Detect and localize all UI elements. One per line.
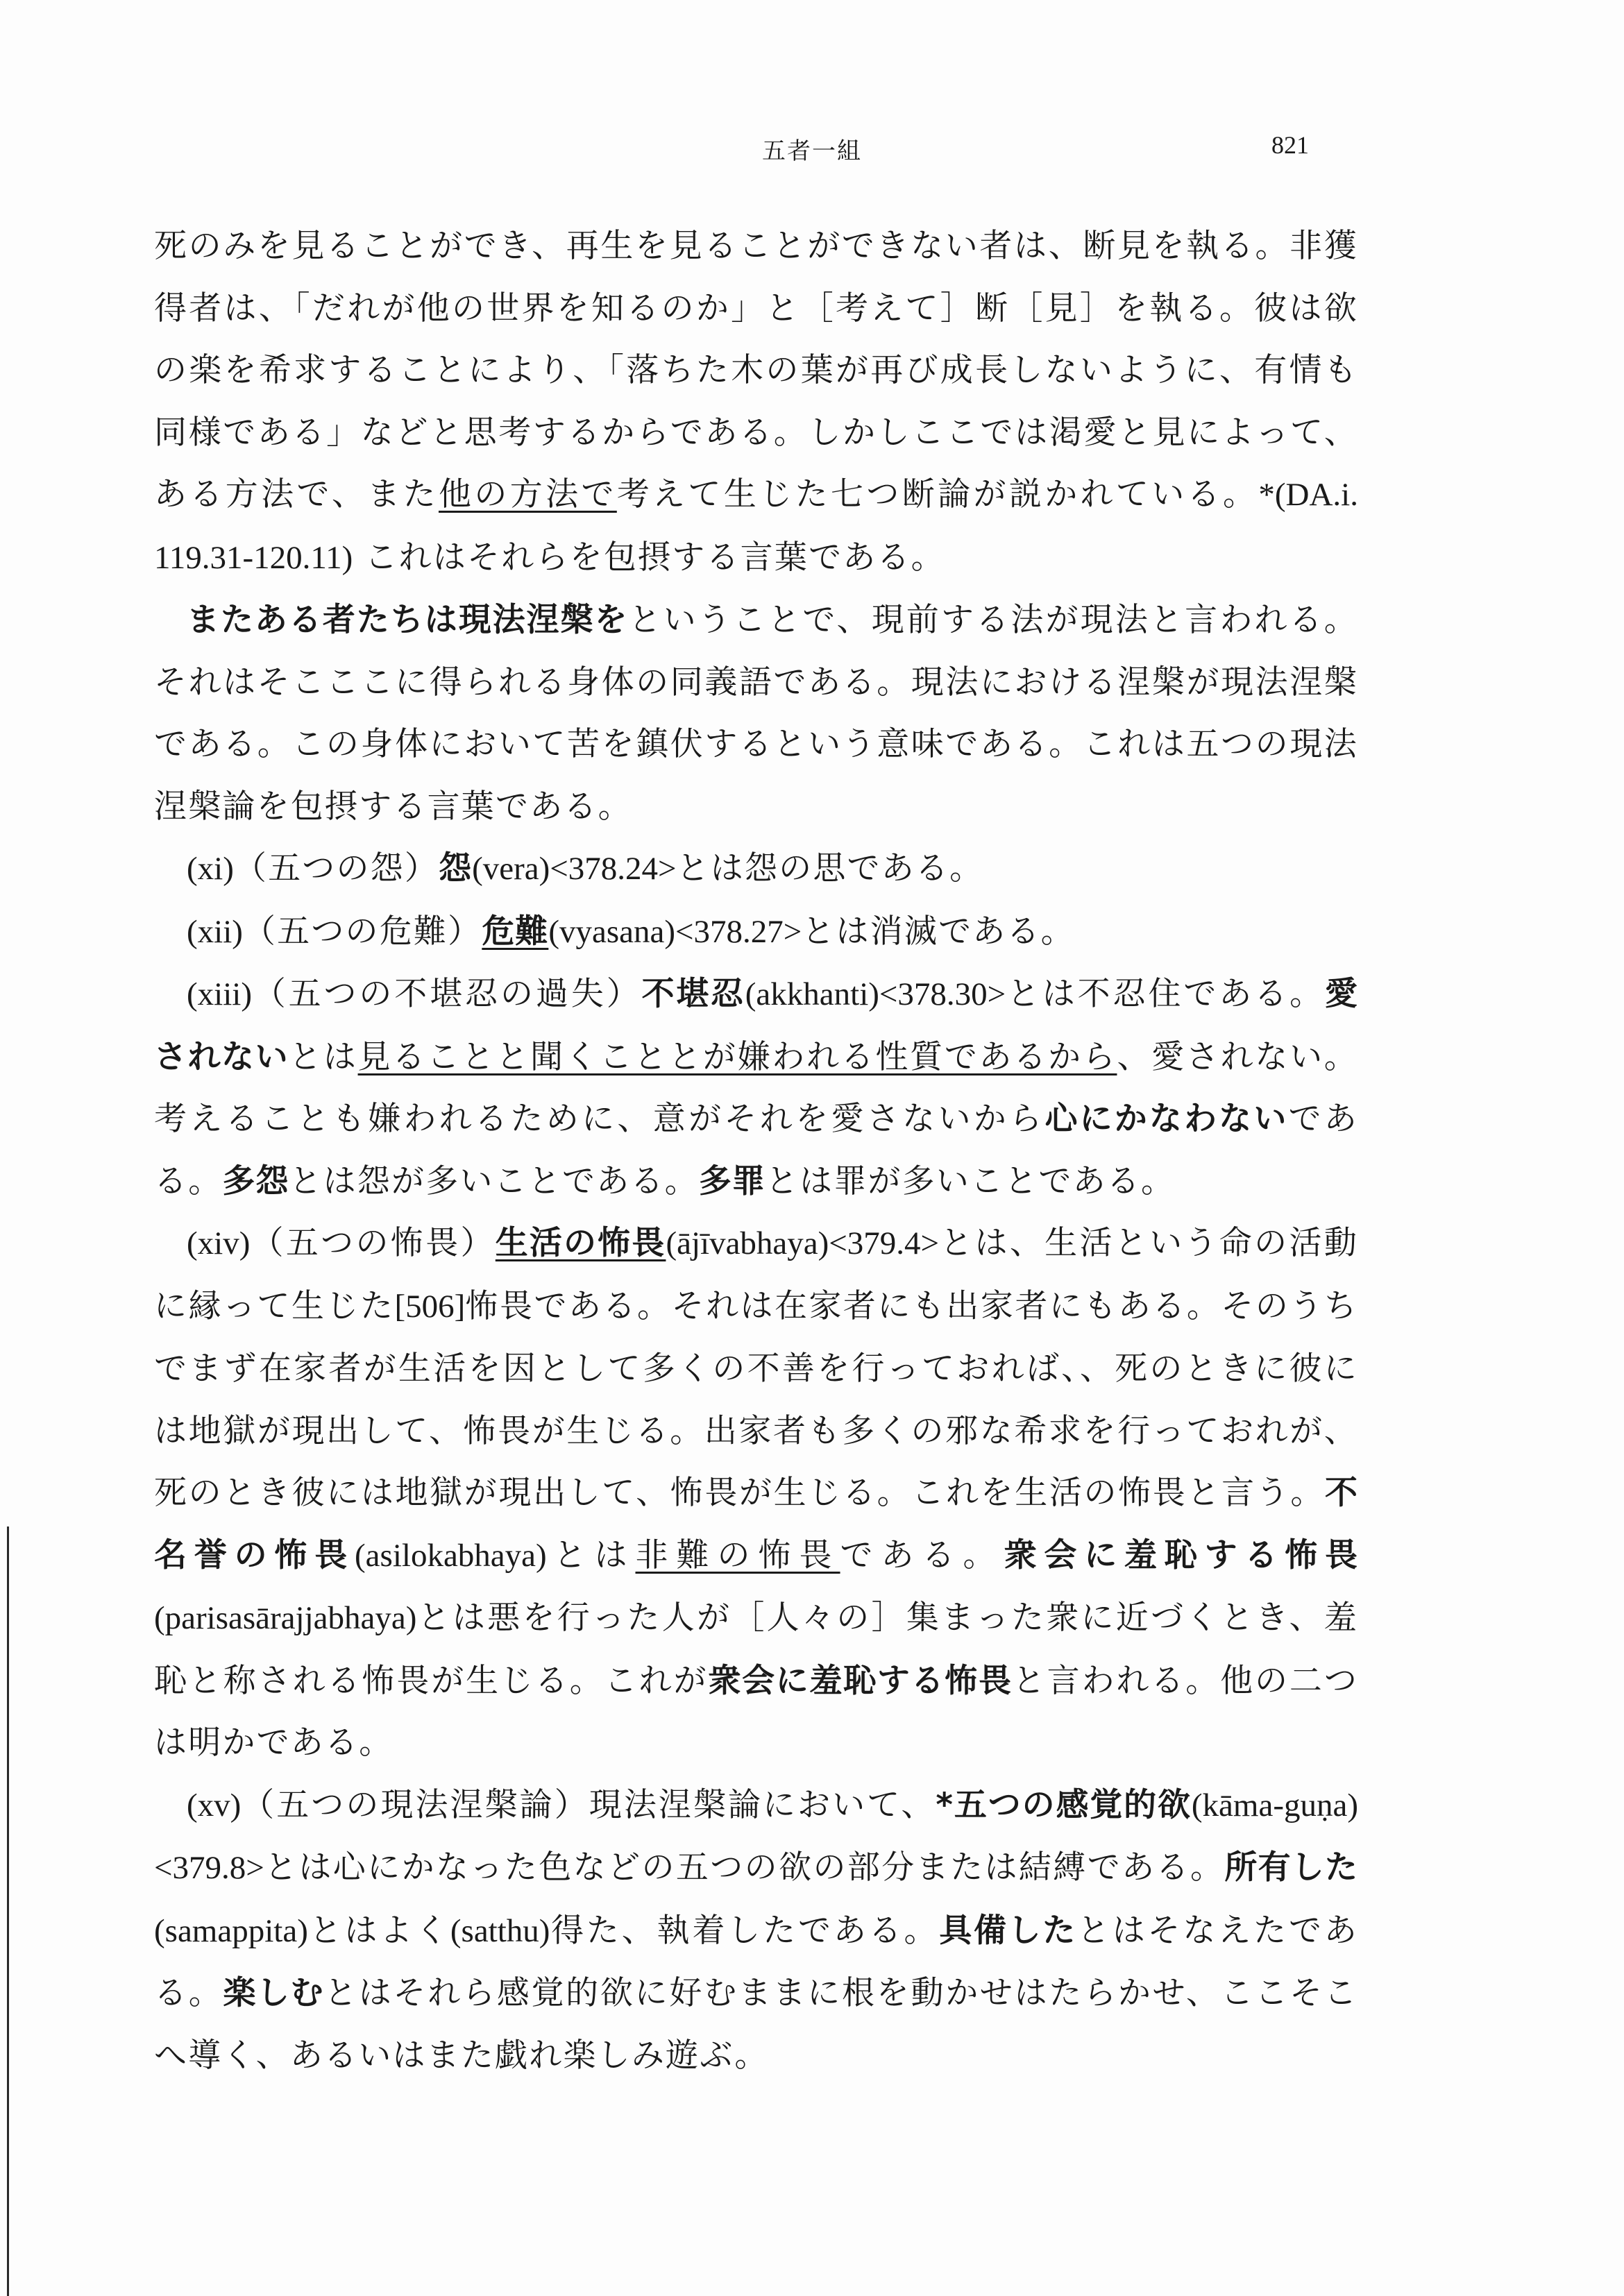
pali-term: (vera)<378.24> — [472, 851, 677, 887]
pali-term: (vyasana)<378.27> — [548, 913, 802, 950]
text: とは、生活という命の活動に縁って生じた — [154, 1224, 1358, 1325]
underlined-text: 見ることと聞くこととが嫌われる性質であるから — [357, 1037, 1117, 1076]
bold-term: 所有した — [1224, 1848, 1358, 1887]
text: とは消滅である。 — [802, 912, 1075, 951]
section-xiii — [154, 963, 1358, 1212]
bold-term: 愛されない — [154, 975, 1359, 1076]
paragraph-1 — [154, 215, 1358, 589]
text: 怖畏である。それは在家者にも出家者にもある。そのうちでまず在家者が生活を因として多くの不善を行っておれば、、死のときに彼には地獄が現出して、怖畏が生じる。出家者も多くの邪な希求を行っておれが、死のとき彼には地獄が現出して、怖畏が生じる。これを生活の怖畏と言う。 — [154, 1286, 1358, 1512]
text: 考えて生じた七つ断論が説かれている。 — [616, 475, 1259, 513]
running-title: 五者一組 — [762, 137, 862, 165]
section-number: (xii) — [187, 913, 243, 950]
text: とはそなえたである。 — [154, 1911, 1358, 2012]
bold-term: またある者たちは現法涅槃を — [187, 601, 629, 639]
underlined-text: 他の方法で — [438, 475, 617, 513]
text: とは心にかなった色などの五つの欲の部分または結縛である。 — [264, 1848, 1225, 1887]
section-heading: （五つの現法涅槃論） — [241, 1785, 589, 1824]
bold-term: 不堪忍 — [641, 975, 745, 1013]
page-number: 821 — [1271, 131, 1309, 159]
pali-term: (kāma-guṇa)<379.8> — [154, 1787, 1358, 1886]
bold-term: *五つの感覚的欲 — [936, 1785, 1192, 1824]
section-number: (xiv) — [187, 1225, 251, 1261]
section-heading: （五つの怖畏） — [250, 1224, 496, 1262]
bold-term: 具備した — [939, 1911, 1077, 1950]
body-text — [154, 215, 1358, 2086]
bold-term: 危難 — [482, 912, 549, 951]
section-heading: （五つの不堪忍の過失） — [251, 975, 642, 1013]
section-xii — [154, 901, 1358, 964]
text: とは不忍住である。 — [1006, 975, 1326, 1013]
text: 得た、執着したである。 — [550, 1911, 940, 1950]
text: 、愛されない。考えることも嫌われるために、意がそれを愛さないから — [154, 1037, 1358, 1138]
text: とは — [289, 1037, 358, 1076]
pali-term: (akkhanti)<378.30> — [745, 976, 1006, 1012]
section-number: (xiii) — [187, 976, 252, 1012]
pali-term: (asilokabhaya) — [355, 1537, 547, 1574]
section-number: (xv) — [187, 1787, 242, 1823]
text: とは怨が多いことである。 — [289, 1162, 699, 1200]
text: 現法涅槃論において、 — [589, 1785, 936, 1824]
text: これはそれらを包摂する言葉である。 — [353, 538, 945, 577]
pali-term: (ājīvabhaya)<379.4> — [666, 1225, 940, 1261]
bold-term: 多罪 — [698, 1162, 766, 1200]
section-xi — [154, 837, 1358, 901]
section-heading: （五つの危難） — [242, 912, 482, 951]
text: である。 — [840, 1536, 1004, 1574]
section-xiv — [154, 1212, 1358, 1774]
text: とは — [546, 1536, 636, 1574]
text: とはよく — [307, 1911, 450, 1950]
text: とはそれら感覚的欲に好むままに根を動かせはたらかせ、ここそこへ導く、あるいはまた戯れ楽しみ遊ぶ。 — [154, 1974, 1359, 2075]
pali-term: (parisasārajjabhaya) — [154, 1600, 417, 1636]
scan-edge-line — [7, 1527, 9, 2296]
bold-term: 心にかなわない — [1044, 1100, 1289, 1138]
text: 死のみを見ることができ、再生を見ることができない者は、断見を執る。非獲得者は、「だれが他の世界を知るのか」と［考えて］断［見］を執る。彼は欲の楽を希求することにより、「落ちた木の葉が再び成長しないように、有情も同様である」などと思考するからである。しかしここでは渇愛と見によって、ある方法で、また — [154, 227, 1358, 513]
pali-term: (samappita) — [154, 1912, 308, 1949]
bold-term: 衆会に羞恥する怖畏 — [708, 1661, 1013, 1700]
bold-term: 衆会に羞恥する怖畏 — [1004, 1536, 1359, 1574]
underlined-text: 非難の怖畏 — [635, 1536, 840, 1574]
page-reference: [506] — [394, 1288, 466, 1325]
bold-term: 楽しむ — [223, 1974, 325, 2012]
bold-term: 多怨 — [222, 1162, 289, 1200]
citation: *(DA.i. 119.31-120.11) — [154, 477, 1358, 576]
text: とは怨の思である。 — [676, 849, 984, 887]
text: とは罪が多いことである。 — [765, 1162, 1176, 1200]
bold-term: 怨 — [439, 849, 473, 887]
text: と言われる。他の二つは明かである。 — [154, 1661, 1359, 1762]
section-heading: （五つの怨） — [233, 849, 439, 887]
text: である。 — [154, 1100, 1359, 1200]
paragraph-2 — [154, 589, 1358, 837]
pali-term: (satthu) — [450, 1912, 550, 1949]
section-number: (xi) — [187, 851, 234, 887]
bold-term: 生活の怖畏 — [495, 1224, 666, 1262]
bold-term: 不名誉の怖畏 — [154, 1474, 1358, 1574]
text: とは悪を行った人が［人々の］集まった衆に近づくとき、羞恥と称される怖畏が生じる。これが — [154, 1599, 1358, 1700]
text: ということで、現前する法が現法と言われる。それはそこここに得られる身体の同義語である。現法における涅槃が現法涅槃である。この身体において苦を鎮伏するという意味である。これは五つの現法涅槃論を包摂する言葉である。 — [154, 601, 1359, 826]
section-xv — [154, 1774, 1358, 2087]
